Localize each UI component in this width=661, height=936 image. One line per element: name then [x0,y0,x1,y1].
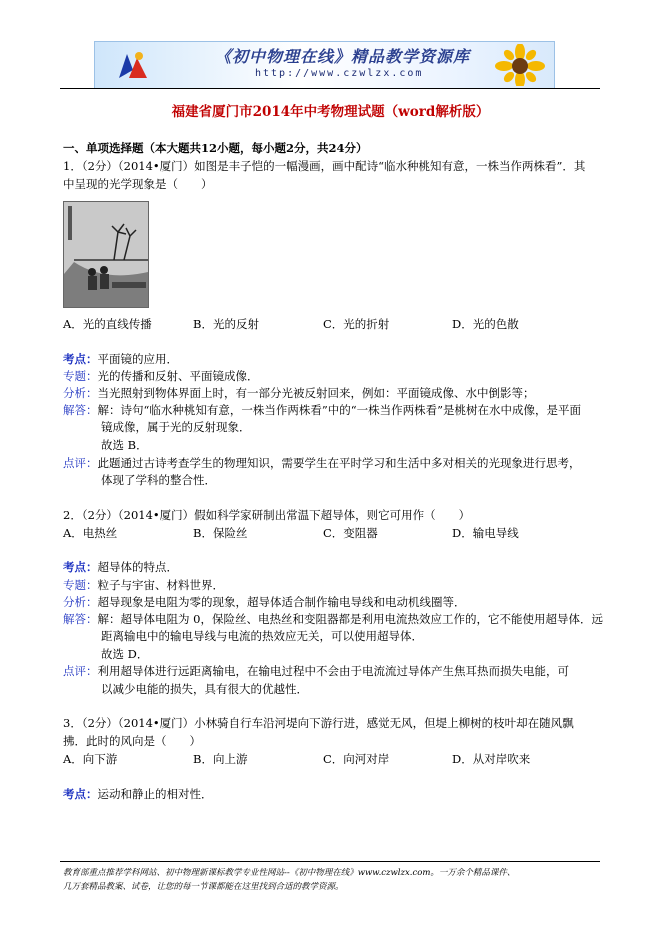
q2-jieda [63,611,603,627]
q2-zhuanti [63,577,224,593]
dianping-tag: 点评： [63,456,98,470]
q2-jieda-line2: 距离输电中的输电导线与电流的热效应无关，可以使用超导体． [101,629,423,643]
q2-jieda-line3: 故选 D． [101,647,149,661]
q1-option-c: C．光的折射 [323,317,390,331]
section-heading: 一、单项选择题（本大题共12小题，每小题2分，共24分） [63,141,368,155]
q2-kaodian [63,559,178,575]
zhuanti-tag: 专题： [63,578,98,592]
q1-fenxi [63,385,535,401]
q2-zhuanti-text: 粒子与宇宙、材料世界． [97,578,224,592]
sunflower-icon [490,44,550,86]
q1-fenxi-text: 当光照射到物体界面上时，有一部分光被反射回来，例如：平面镜成像、水中倒影等； [97,386,535,400]
q3-option-a: A．向下游 [63,752,118,766]
header-divider [60,88,600,89]
kaodian-tag: 考点： [63,352,98,366]
q3-option-c: C．向河对岸 [323,752,390,766]
q3-stem-line1: 3．（2分）（2014•厦门）小林骑自行车沿河堤向下游行进，感觉无风，但堤上柳树的枝叶却在随风飘 [63,716,574,730]
q1-jieda-text1: 解：诗句“临水种桃知有意，一株当作两株看”中的“一株当作两株看”是桃树在水中成像，是平面 [97,403,582,417]
banner-url[interactable]: http://www.czwlzx.com [255,68,424,79]
q2-dianping-line2: 以减少电能的损失，具有很大的优越性． [101,682,308,696]
q1-zhuanti [63,368,259,384]
q3-kaodian-text: 运动和静止的相对性． [97,787,213,801]
jieda-tag: 解答： [63,403,98,417]
q2-dianping-text1: 利用超导体进行远距离输电，在输电过程中不会由于电流流过导体产生焦耳热而损失电能，可 [97,664,569,678]
q3-kaodian [63,786,213,802]
q1-cartoon-image [63,201,149,308]
q1-jieda-line2: 镜成像，属于光的反射现象． [101,420,251,434]
footer-line2: 几万套精品教案、试卷，让您的每一节课都能在这里找到合适的教学资源。 [63,882,344,892]
q3-option-d: D．从对岸吹来 [452,752,531,766]
q1-jieda-line3: 故选 B． [101,438,148,452]
q2-option-a: A．电热丝 [63,526,118,540]
q1-kaodian-text: 平面镜的应用． [97,352,178,366]
q2-fenxi [63,594,466,610]
q1-stem-line2: 中呈现的光学现象是（ ） [63,177,213,191]
q2-kaodian-text: 超导体的特点． [97,560,178,574]
q1-kaodian [63,351,178,367]
jieda-tag: 解答： [63,612,98,626]
banner-slogan: 《初中物理在线》精品教学资源库 [215,47,471,66]
q1-option-d: D．光的色散 [452,317,519,331]
header-banner [94,41,555,89]
fenxi-tag: 分析： [63,386,98,400]
kaodian-tag: 考点： [63,560,98,574]
q1-dianping-text1: 此题通过古诗考查学生的物理知识，需要学生在平时学习和生活中多对相关的光现象进行思考， [97,456,581,470]
q2-dianping [63,663,569,679]
q2-option-c: C．变阻器 [323,526,378,540]
footer-divider [60,861,600,862]
q2-jieda-text1: 解：超导体电阻为 0，保险丝、电热丝和变阻器都是利用电流热效应工作的，它不能使用超导体．远 [97,612,603,626]
q2-stem: 2．（2分）（2014•厦门）假如科学家研制出常温下超导体，则它可用作（ ） [63,508,471,522]
dianping-tag: 点评： [63,664,98,678]
q1-dianping [63,455,581,471]
q1-jieda [63,402,581,418]
q3-stem-line2: 拂．此时的风向是（ ） [63,734,201,748]
page-title: 福建省厦门市2014年中考物理试题（word解析版） [171,104,490,120]
footer-line1: 教育部重点推荐学科网站、初中物理新课标教学专业性网站--《初中物理在线》www.czwlzx.com。一万余个精品课件、 [63,868,516,878]
fenxi-tag: 分析： [63,595,98,609]
q2-option-d: D．输电导线 [452,526,519,540]
q2-option-b: B．保险丝 [193,526,248,540]
q1-option-a: A．光的直线传播 [63,317,152,331]
q1-dianping-line2: 体现了学科的整合性． [101,473,216,487]
site-logo-icon [115,48,151,82]
q1-stem-line1: 1．（2分）（2014•厦门）如图是丰子恺的一幅漫画，画中配诗“临水种桃知有意，一株当作两株看”．其 [63,159,586,173]
zhuanti-tag: 专题： [63,369,98,383]
q3-option-b: B．向上游 [193,752,248,766]
kaodian-tag: 考点： [63,787,98,801]
q1-zhuanti-text: 光的传播和反射、平面镜成像． [97,369,259,383]
q1-option-b: B．光的反射 [193,317,259,331]
q2-fenxi-text: 超导现象是电阻为零的现象，超导体适合制作输电导线和电动机线圈等． [97,595,466,609]
